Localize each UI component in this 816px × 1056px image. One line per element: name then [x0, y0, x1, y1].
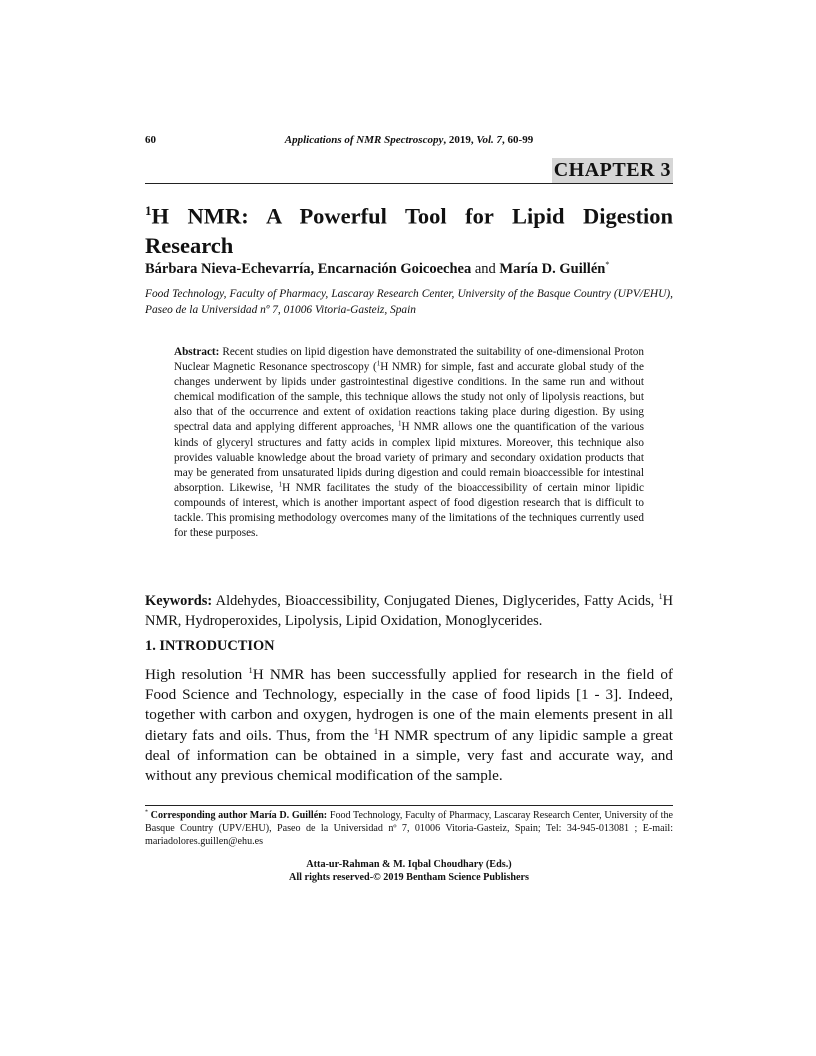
affiliation: Food Technology, Faculty of Pharmacy, Lascaray Research Center, University of the Basque Country (UPV/EHU), Paseo de la Universidad nº 7, 01006 Vitoria-Gasteiz, Spain	[145, 288, 673, 316]
abstract-text-4: H NMR facilitates the study of the bioaccessibility of certain minor lipidic compounds of interest, which is another important aspect of food digestion research that is difficult to tackle. This promising methodology overcomes many of the limitations of the techniques currently used for these purposes.	[174, 481, 644, 540]
page-number: 60	[145, 134, 156, 146]
keywords-text-1: Aldehydes, Bioaccessibility, Conjugated Dienes, Diglycerides, Fatty Acids,	[212, 593, 659, 609]
abstract-text-2: H NMR) for simple, fast and accurate global study of the changes underwent by lipids under gastrointestinal digestive conditions. In the same run and without chemical modification of the sample, this technique allows the study not only of lipolysis reactions, but also that of the occurrence and extent of oxidation reactions taking place during digestion. By using spectral data and applying different approaches,	[174, 361, 644, 434]
editors-line: Atta-ur-Rahman & M. Iqbal Choudhary (Eds.)	[306, 859, 512, 870]
title-superscript: 1	[145, 203, 152, 218]
publisher-block	[145, 858, 673, 884]
author-list	[145, 260, 673, 278]
abstract-label: Abstract:	[174, 346, 220, 358]
journal-volume: Vol. 7	[476, 134, 503, 146]
intro-sup-1: 1	[248, 664, 253, 675]
footnote-marker: *	[145, 809, 148, 816]
chapter-title	[145, 196, 673, 260]
journal-citation	[145, 134, 673, 146]
author-separator-2: and	[471, 260, 500, 277]
author-2: Encarnación Goicoechea	[317, 260, 472, 277]
intro-text-1: High resolution	[145, 666, 249, 683]
journal-pages: , 60-99	[502, 134, 534, 146]
title-text: H NMR: A Powerful Tool for Lipid Digestion Research	[145, 203, 673, 258]
author-separator-1: ,	[310, 260, 318, 277]
introduction-paragraph	[145, 665, 673, 786]
section-heading-introduction: 1. INTRODUCTION	[145, 638, 275, 654]
chapter-rule	[145, 183, 673, 184]
journal-year: , 2019,	[443, 134, 477, 146]
footnote-label: Corresponding author María D. Guillén:	[148, 810, 328, 821]
footnote-rule	[145, 805, 673, 806]
intro-text-3: H NMR spectrum of any lipidic sample a great deal of information can be obtained in a simple, very fast and accurate way, and without any previous chemical modification of the sample.	[145, 726, 673, 785]
abstract-text-3: H NMR allows one the quantification of the various kinds of glyceryl structures and fatty acids in complex lipid mixtures. Moreover, this technique also provides valuable knowledge about the broad variety of primary and secondary oxidation products that may be generated from unsaturated lipids during digestion and could remain bioaccessible for intestinal absorption. Likewise,	[174, 421, 644, 494]
keywords-text-2: H NMR, Hydroperoxides, Lipolysis, Lipid Oxidation, Monoglycerides.	[145, 593, 673, 629]
abstract-sup-1: 1	[376, 359, 381, 368]
keywords-label: Keywords:	[145, 593, 213, 609]
intro-sup-2: 1	[373, 725, 379, 736]
journal-name: Applications of NMR Spectroscopy	[284, 134, 444, 146]
keywords	[145, 591, 673, 631]
abstract-sup-3: 1	[278, 480, 283, 489]
intro-text-2: H NMR has been successfully applied for research in the field of Food Science and Technology, especially in the case of food lipids [1 - 3]. Indeed, together with carbon and oxygen, hydrogen is one of the main elements present in all dietary fats and oils. Thus, from the	[145, 666, 673, 744]
rights-line: All rights reserved-© 2019 Bentham Science Publishers	[288, 872, 530, 883]
chapter-label: CHAPTER 3	[553, 159, 671, 181]
footnote-text: Food Technology, Faculty of Pharmacy, Lascaray Research Center, University of the Basque Country (UPV/EHU), Paseo de la Universidad nº 7, 01006 Vitoria-Gasteiz, Spain; Tel: 34-945-013081 ; E-mail: mariadolores.guillen@ehu.es	[145, 810, 673, 847]
keywords-sup: 1	[658, 592, 663, 602]
footnote	[145, 809, 673, 848]
corresponding-marker: *	[605, 260, 610, 269]
abstract-text-1: Recent studies on lipid digestion have demonstrated the suitability of one-dimensional Proton Nuclear Magnetic Resonance spectroscopy (	[174, 346, 644, 374]
abstract-sup-2: 1	[398, 419, 402, 428]
author-1: Bárbara Nieva-Echevarría	[145, 260, 311, 277]
abstract	[174, 345, 644, 541]
author-3: María D. Guillén	[499, 260, 606, 277]
